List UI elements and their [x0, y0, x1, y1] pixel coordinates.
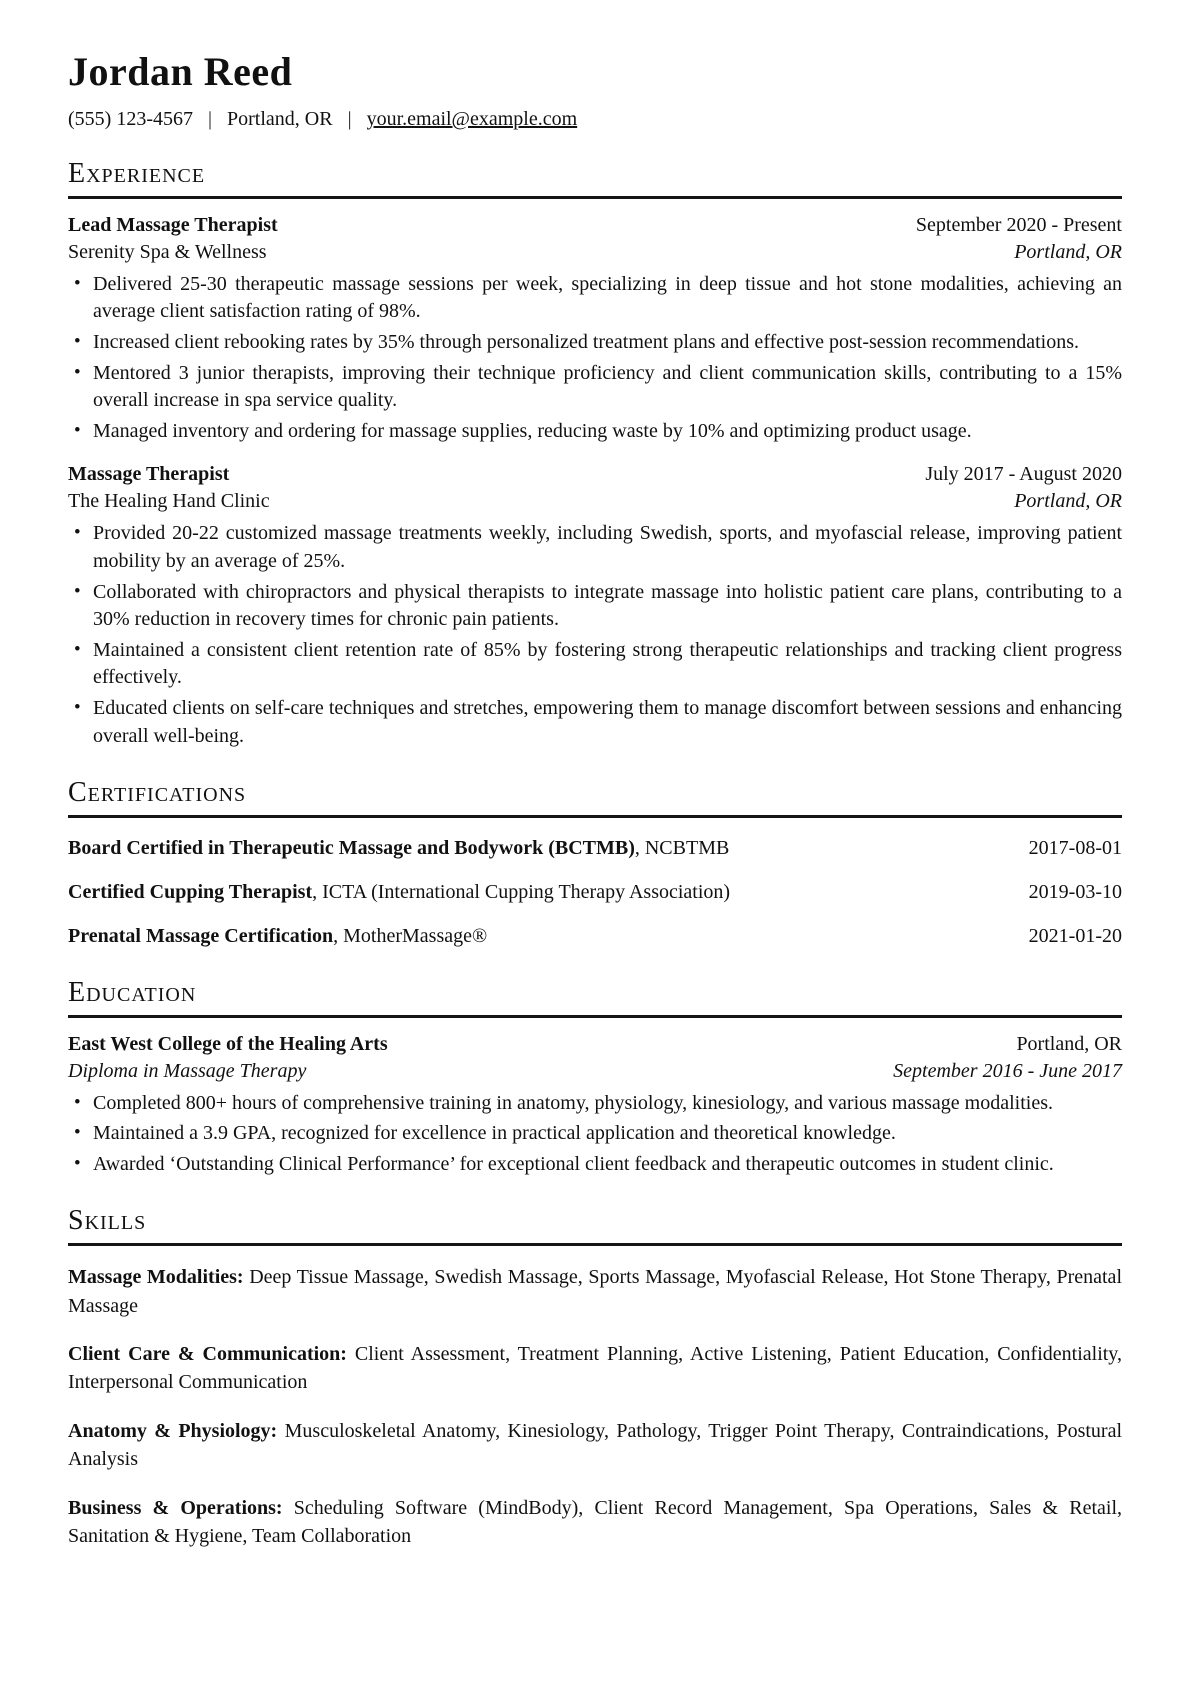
bullet-item: • Completed 800+ hours of comprehensive training in anatomy, physiology, kinesiology, and various massage modalities.	[93, 1090, 1122, 1118]
section-title-experience: Experience	[68, 159, 1122, 199]
section-experience	[68, 159, 1122, 750]
bullet-item: • Collaborated with chiropractors and physical therapists to integrate massage into holistic patient care plans, contributing to a 30% reduction in recovery times for chronic pain patients.	[93, 579, 1122, 634]
certification-text	[68, 923, 487, 950]
company-name: Serenity Spa & Wellness	[68, 240, 267, 263]
company-name: The Healing Hand Clinic	[68, 490, 270, 513]
skill-group	[68, 1494, 1122, 1551]
bullet-item: • Provided 20-22 customized massage treatments weekly, including Swedish, sports, and myofascial release, improving patient mobility by an average of 25%.	[93, 520, 1122, 575]
contact-phone: (555) 123-4567	[68, 108, 193, 130]
certification-text	[68, 835, 729, 862]
contact-line	[68, 108, 1122, 131]
skill-category-label: Business & Operations:	[68, 1496, 283, 1519]
bullet-item: • Mentored 3 junior therapists, improving their technique proficiency and client communication skills, contributing to a 15% overall increase in spa service quality.	[93, 360, 1122, 415]
job-bullet-list	[68, 520, 1122, 750]
certification-date: 2019-03-10	[1028, 880, 1122, 903]
section-title-certifications: Certifications	[68, 778, 1122, 818]
bullet-item: • Maintained a consistent client retention rate of 85% by fostering strong therapeutic relationships and tracking client progress effectively.	[93, 637, 1122, 692]
school-location: Portland, OR	[1016, 1032, 1122, 1055]
skill-group	[68, 1417, 1122, 1474]
skill-list: Deep Tissue Massage, Swedish Massage, Sports Massage, Myofascial Release, Hot Stone Therapy, Prenatal Massage	[68, 1266, 1122, 1317]
job-entry	[68, 461, 1122, 750]
section-title-skills: Skills	[68, 1206, 1122, 1246]
skill-category-label: Massage Modalities:	[68, 1266, 244, 1289]
job-entry	[68, 212, 1122, 446]
skill-group	[68, 1340, 1122, 1397]
contact-email-link[interactable]: your.email@example.com	[366, 108, 578, 130]
certification-name: Certified Cupping Therapist	[68, 880, 313, 903]
certification-issuer: , ICTA (International Cupping Therapy Association)	[312, 880, 731, 903]
job-bullet-list	[68, 271, 1122, 446]
skill-list: Musculoskeletal Anatomy, Kinesiology, Pathology, Trigger Point Therapy, Contraindications, Postural Analysis	[68, 1419, 1122, 1471]
education-dates: September 2016 - June 2017	[893, 1059, 1122, 1082]
section-title-education: Education	[68, 978, 1122, 1018]
certification-name: Prenatal Massage Certification	[68, 924, 334, 947]
section-skills	[68, 1206, 1122, 1550]
certification-row	[68, 835, 1122, 862]
skill-group	[68, 1263, 1122, 1320]
certification-date: 2017-08-01	[1028, 836, 1122, 859]
skill-category-label: Anatomy & Physiology:	[68, 1419, 278, 1442]
job-dates: July 2017 - August 2020	[925, 463, 1122, 486]
job-title: Lead Massage Therapist	[68, 213, 278, 236]
skill-list: Client Assessment, Treatment Planning, Active Listening, Patient Education, Confidentiality, Interpersonal Communication	[68, 1343, 1123, 1394]
candidate-name: Jordan Reed	[68, 49, 293, 94]
degree-name: Diploma in Massage Therapy	[68, 1059, 307, 1082]
skill-category-label: Client Care & Communication:	[68, 1343, 347, 1366]
section-education	[68, 978, 1122, 1179]
certification-name: Board Certified in Therapeutic Massage and Bodywork (BCTMB)	[68, 836, 635, 859]
bullet-item: • Maintained a 3.9 GPA, recognized for excellence in practical application and theoretical knowledge.	[93, 1120, 1122, 1148]
school-name: East West College of the Healing Arts	[68, 1032, 388, 1055]
certification-date: 2021-01-20	[1028, 924, 1122, 947]
certification-issuer: , NCBTMB	[634, 836, 730, 859]
section-certifications	[68, 778, 1122, 950]
skill-list: Scheduling Software (MindBody), Client Record Management, Spa Operations, Sales & Retail, Sanitation & Hygiene, Team Collaboration	[68, 1496, 1122, 1548]
certification-row	[68, 879, 1122, 906]
education-entry	[68, 1031, 1122, 1179]
contact-location: Portland, OR	[227, 108, 333, 130]
certification-issuer: , MotherMassage®	[333, 924, 488, 947]
bullet-item: • Increased client rebooking rates by 35% through personalized treatment plans and effective post-session recommendations.	[93, 329, 1122, 357]
certification-row	[68, 923, 1122, 950]
contact-separator: |	[347, 108, 352, 130]
job-dates: September 2020 - Present	[915, 213, 1122, 236]
bullet-item: • Educated clients on self-care techniques and stretches, empowering them to manage discomfort between sessions and enhancing overall well-being.	[93, 695, 1122, 750]
job-location: Portland, OR	[1014, 490, 1122, 513]
bullet-item: • Managed inventory and ordering for massage supplies, reducing waste by 10% and optimizing product usage.	[93, 418, 1122, 446]
bullet-item: • Delivered 25-30 therapeutic massage sessions per week, specializing in deep tissue and hot stone modalities, achieving an average client satisfaction rating of 98%.	[93, 271, 1122, 326]
bullet-item: • Awarded ‘Outstanding Clinical Performance’ for exceptional client feedback and therapeutic outcomes in student clinic.	[93, 1151, 1122, 1179]
job-title: Massage Therapist	[68, 463, 230, 486]
certification-text	[68, 879, 730, 906]
contact-separator: |	[207, 108, 212, 130]
job-location: Portland, OR	[1014, 240, 1122, 263]
education-bullet-list	[68, 1090, 1122, 1179]
